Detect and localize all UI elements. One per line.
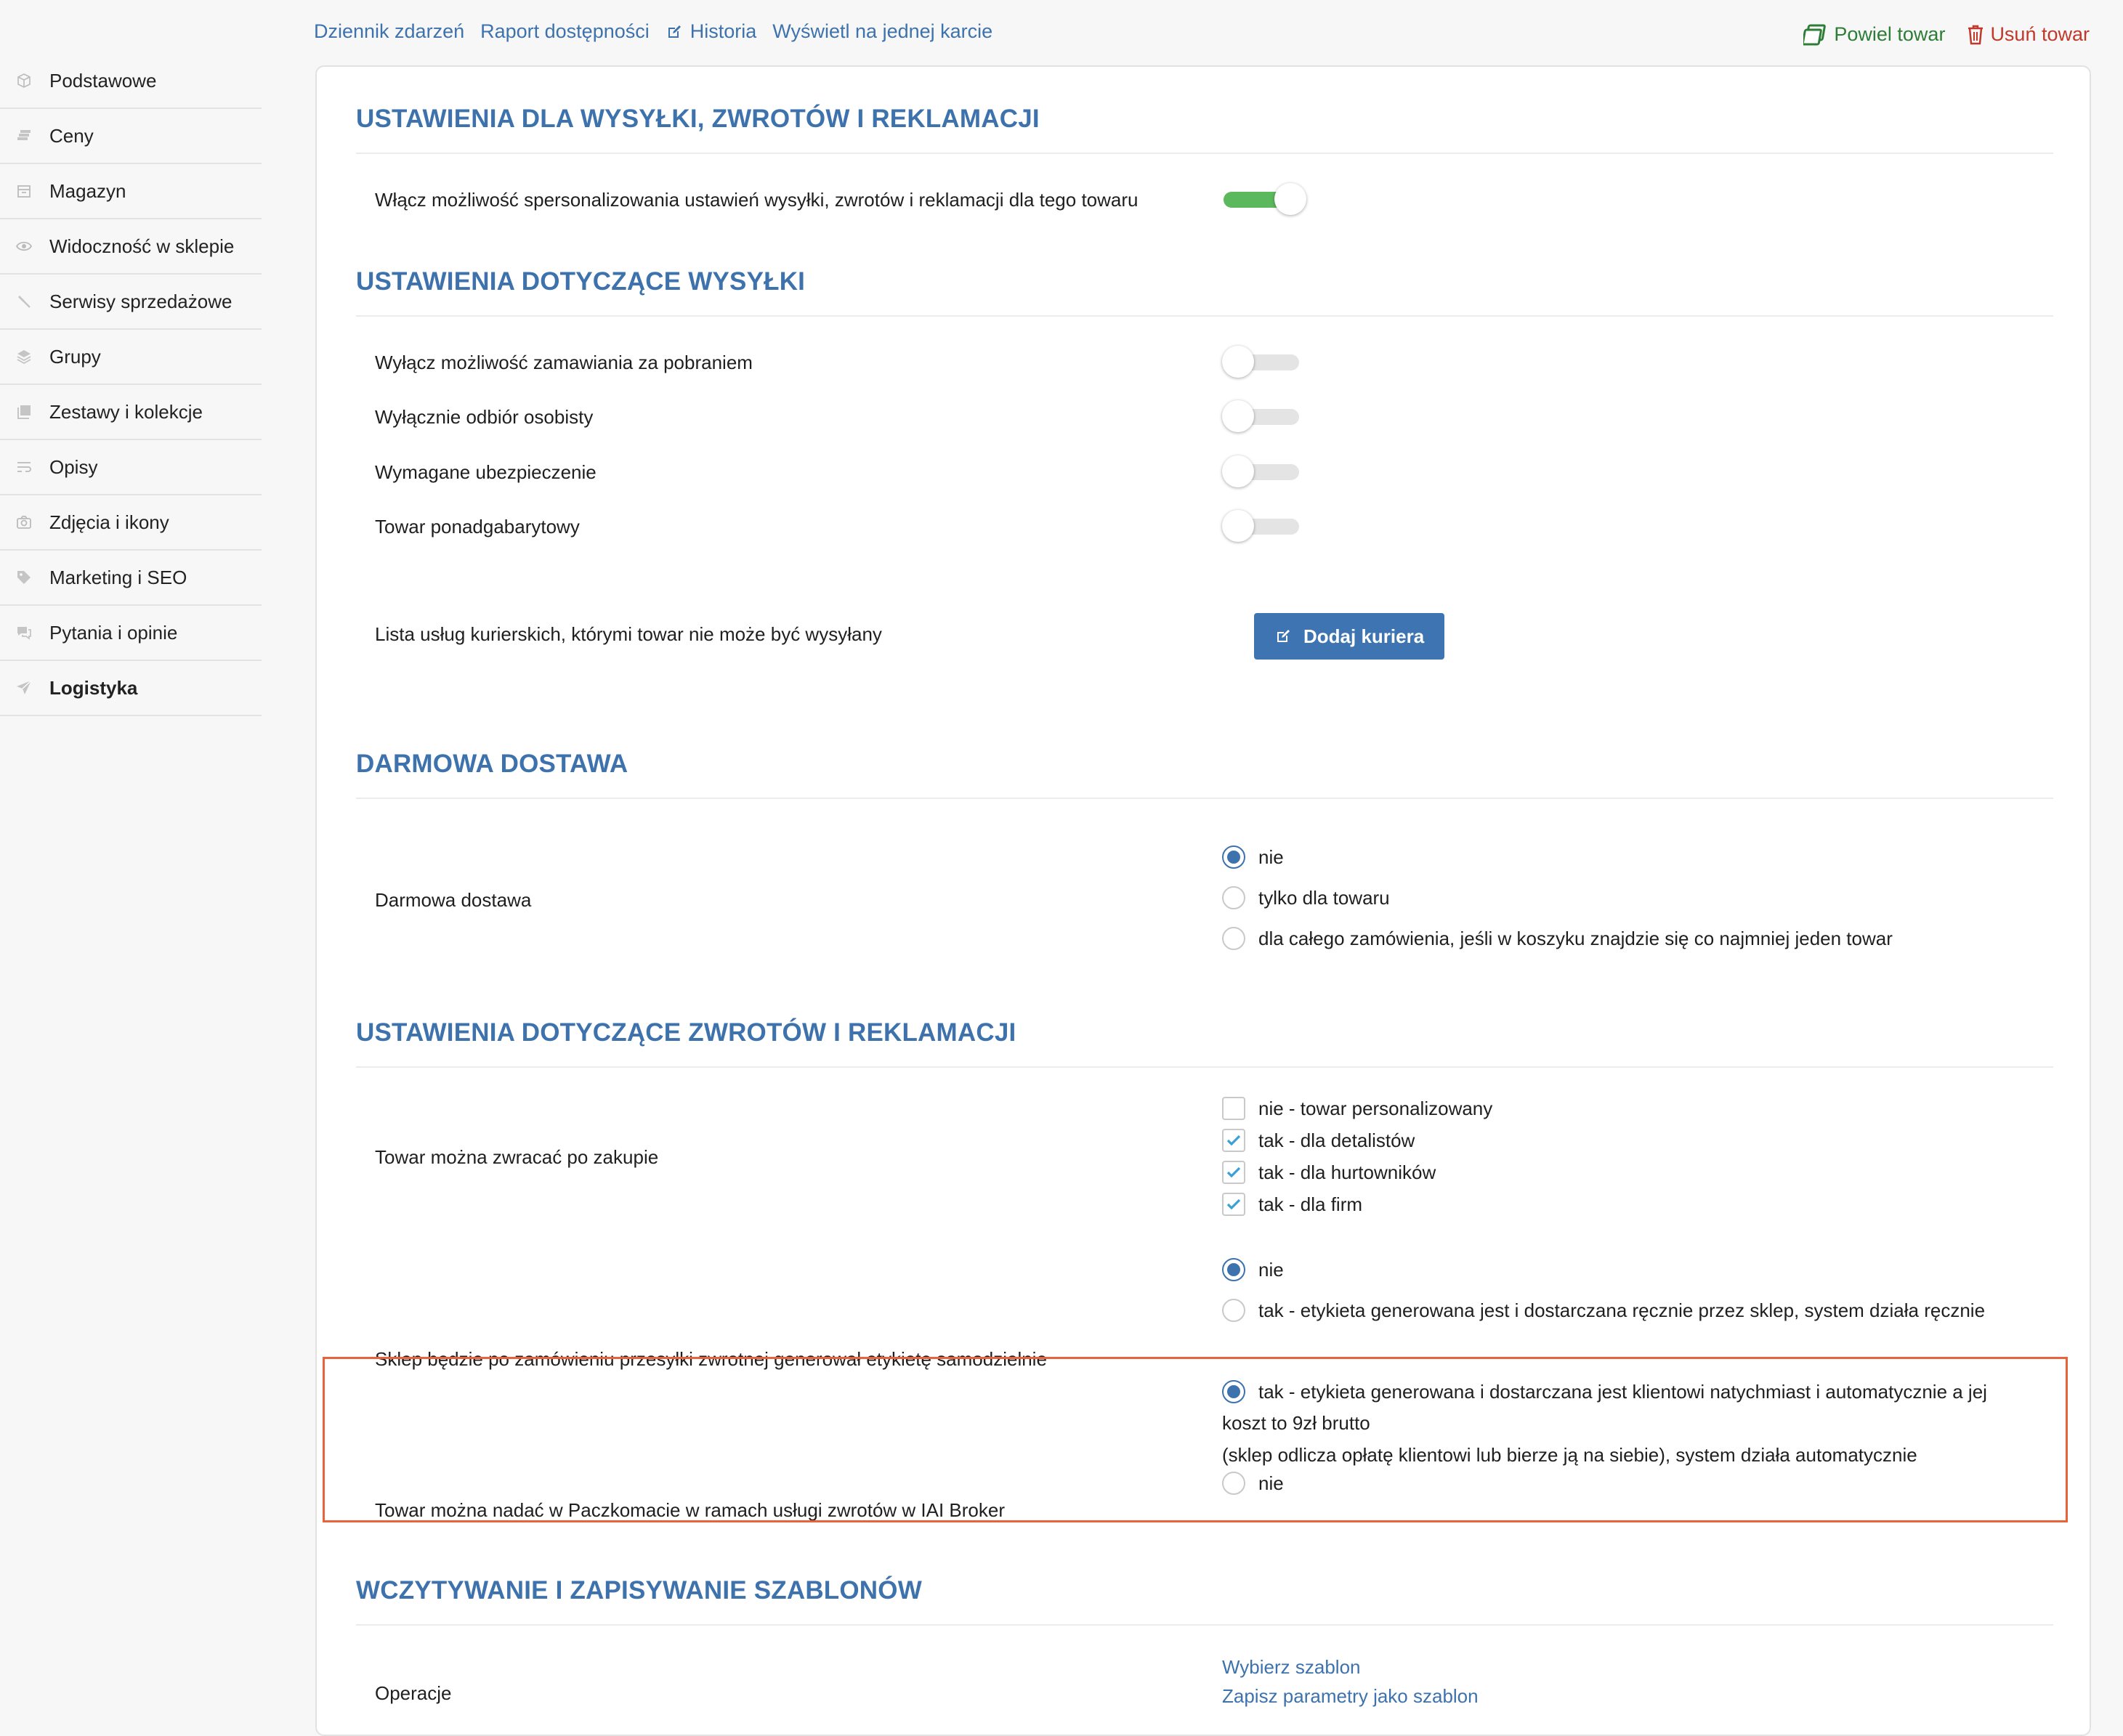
- insurance-label: Wymagane ubezpieczenie: [375, 461, 597, 483]
- sidebar-item-zdjecia[interactable]: [0, 495, 262, 551]
- trash-icon: [1967, 25, 1984, 45]
- comments-icon: [15, 624, 33, 641]
- option-label: dla całego zamówienia, jeśli w koszyku znajdzie się co najmniej jeden towar: [1258, 927, 1893, 949]
- sidebar-item-grupy[interactable]: [0, 330, 262, 385]
- divider: [356, 1066, 2053, 1068]
- section-title-shipping: USTAWIENIA DOTYCZĄCE WYSYŁKI: [356, 267, 806, 296]
- sidebar-item-zestawy[interactable]: [0, 385, 262, 440]
- layers-icon: [15, 348, 33, 365]
- sidebar-item-podstawowe[interactable]: [0, 54, 262, 109]
- sidebar-item-label: Zdjęcia i ikony: [49, 511, 169, 533]
- text-wrap-icon: [15, 458, 33, 476]
- divider: [356, 153, 2053, 154]
- add-courier-button[interactable]: [1254, 613, 1444, 660]
- events-log-link[interactable]: [314, 20, 464, 43]
- paczkomat-option-yes-line3: (sklep odlicza opłatę klientowi lub bierze ją na siebie), system działa automatycznie: [1222, 1444, 1917, 1466]
- choose-template-link[interactable]: Wybierz szablon: [1222, 1656, 1361, 1678]
- option-label: nie: [1258, 1472, 1284, 1494]
- personal-pickup-toggle[interactable]: [1222, 400, 1302, 432]
- label-generation-label: Sklep będzie po zamówieniu przesyłki zwrotnej generował etykietę samodzielnie: [375, 1348, 1047, 1370]
- sidebar-item-serwisy[interactable]: [0, 275, 262, 330]
- clone-product-button[interactable]: [1803, 23, 1945, 46]
- option-label: tak - dla firm: [1258, 1193, 1363, 1215]
- save-template-link[interactable]: Zapisz parametry jako szablon: [1222, 1685, 1479, 1707]
- history-link[interactable]: [666, 20, 757, 43]
- top-actions: [1803, 23, 2090, 46]
- sidebar-item-label: Widoczność w sklepie: [49, 235, 235, 257]
- sidebar-item-label: Logistyka: [49, 676, 138, 699]
- returnable-label: Towar można zwracać po zakupie: [375, 1146, 659, 1168]
- checkbox[interactable]: [1222, 1161, 1245, 1184]
- sidebar-item-label: Podstawowe: [49, 69, 157, 92]
- checkbox[interactable]: [1222, 1129, 1245, 1152]
- add-courier-label: Dodaj kuriera: [1303, 625, 1425, 647]
- events-log-label: Dziennik zdarzeń: [314, 20, 465, 42]
- sidebar-item-opisy[interactable]: [0, 440, 262, 495]
- personal-pickup-label: Wyłącznie odbiór osobisty: [375, 406, 594, 428]
- copy-icon: [1803, 24, 1828, 46]
- divider: [356, 1624, 2053, 1626]
- returnable-option-retail[interactable]: [1222, 1129, 1415, 1152]
- delete-product-label: Usuń towar: [1990, 23, 2090, 45]
- free-delivery-option-product[interactable]: [1222, 886, 1390, 909]
- sidebar-item-pytania[interactable]: [0, 606, 262, 661]
- send-icon: [15, 679, 33, 697]
- radio-button[interactable]: [1222, 845, 1245, 869]
- checkbox[interactable]: [1222, 1097, 1245, 1120]
- camera-icon: [15, 514, 33, 531]
- highlight-box: [323, 1357, 2068, 1522]
- history-label: Historia: [690, 20, 757, 42]
- option-label: tylko dla towaru: [1258, 886, 1390, 909]
- sidebar-item-label: Pytania i opinie: [49, 621, 178, 644]
- sidebar-item-widocznosc[interactable]: [0, 219, 262, 275]
- top-nav: [314, 20, 992, 43]
- check-icon: [1225, 1164, 1242, 1181]
- operations-label: Operacje: [375, 1682, 452, 1704]
- clone-product-label: Powiel towar: [1834, 23, 1946, 45]
- sidebar-item-label: Marketing i SEO: [49, 566, 187, 588]
- sidebar-item-label: Zestawy i kolekcje: [49, 400, 203, 423]
- sidebar-item-marketing[interactable]: [0, 551, 262, 606]
- returnable-option-wholesale[interactable]: [1222, 1161, 1436, 1184]
- oversized-label: Towar ponadgabarytowy: [375, 516, 580, 538]
- personalize-label: Włącz możliwość spersonalizowania ustawień wysyłki, zwrotów i reklamacji dla tego towaru: [375, 189, 1139, 211]
- option-label: nie: [1258, 1258, 1284, 1281]
- single-card-label: Wyświetl na jednej karcie: [772, 20, 993, 42]
- coins-icon: [15, 127, 33, 145]
- radio-button[interactable]: [1222, 1258, 1245, 1281]
- sidebar-item-label: Serwisy sprzedażowe: [49, 290, 232, 312]
- cod-disable-toggle[interactable]: [1222, 346, 1302, 378]
- sidebar-item-magazyn[interactable]: [0, 164, 262, 219]
- sidebar-item-label: Grupy: [49, 345, 101, 368]
- availability-report-label: Raport dostępności: [480, 20, 650, 42]
- free-delivery-option-order[interactable]: [1222, 927, 1893, 950]
- collection-icon: [15, 403, 33, 421]
- divider: [356, 315, 2053, 317]
- oversized-toggle[interactable]: [1222, 510, 1302, 542]
- excluded-couriers-label: Lista usług kurierskich, którymi towar nie może być wysyłany: [375, 623, 882, 645]
- edit-icon: [666, 23, 683, 41]
- sidebar-item-logistyka[interactable]: [0, 661, 262, 716]
- eye-icon: [15, 238, 33, 255]
- radio-button[interactable]: [1222, 927, 1245, 950]
- label-generation-option-manual[interactable]: [1222, 1299, 1985, 1322]
- option-label: nie - towar personalizowany: [1258, 1097, 1493, 1119]
- sidebar-item-label: Ceny: [49, 124, 94, 147]
- availability-report-link[interactable]: [480, 20, 650, 43]
- insurance-toggle[interactable]: [1222, 455, 1302, 487]
- label-generation-option-no[interactable]: [1222, 1258, 1284, 1281]
- checkbox[interactable]: [1222, 1193, 1245, 1216]
- warehouse-icon: [15, 182, 33, 200]
- free-delivery-label: Darmowa dostawa: [375, 889, 532, 911]
- option-label: tak - dla detalistów: [1258, 1129, 1415, 1151]
- section-title-templates: WCZYTYWANIE I ZAPISYWANIE SZABLONÓW: [356, 1576, 922, 1605]
- personalize-toggle[interactable]: [1222, 183, 1302, 215]
- radio-button[interactable]: [1222, 1299, 1245, 1322]
- divider: [356, 798, 2053, 799]
- paczkomat-returns-label: Towar można nadać w Paczkomacie w ramach usługi zwrotów w IAI Broker: [375, 1499, 1005, 1521]
- box-icon: [15, 72, 33, 89]
- option-label: nie: [1258, 845, 1284, 868]
- tag-icon: [15, 569, 33, 586]
- option-label: tak - etykieta generowana jest i dostarczana ręcznie przez sklep, system działa ręcznie: [1258, 1299, 1986, 1321]
- sidebar-item-ceny[interactable]: [0, 109, 262, 164]
- check-icon: [1225, 1132, 1242, 1149]
- single-card-link[interactable]: [772, 20, 992, 43]
- paczkomat-option-yes-line2: koszt to 9zł brutto: [1222, 1412, 1370, 1434]
- section-title-shipping-returns: USTAWIENIA DLA WYSYŁKI, ZWROTÓW I REKLAMACJI: [356, 105, 1040, 133]
- sidebar-item-label: Magazyn: [49, 179, 126, 202]
- option-label: tak - dla hurtowników: [1258, 1161, 1436, 1183]
- check-icon: [1225, 1196, 1242, 1213]
- option-label: tak - etykieta generowana i dostarczana jest klientowi natychmiast i automatycznie a jej: [1258, 1380, 1987, 1403]
- delete-product-button[interactable]: [1967, 23, 2090, 46]
- section-title-free-delivery: DARMOWA DOSTAWA: [356, 750, 628, 778]
- returnable-option-personalized[interactable]: [1222, 1097, 1492, 1120]
- section-title-returns: USTAWIENIA DOTYCZĄCE ZWROTÓW I REKLAMACJI: [356, 1018, 1016, 1047]
- gavel-icon: [15, 293, 33, 310]
- edit-icon: [1274, 628, 1292, 645]
- radio-button[interactable]: [1222, 886, 1245, 909]
- cod-disable-label: Wyłącz możliwość zamawiania za pobraniem: [375, 352, 753, 373]
- sidebar: [0, 54, 262, 716]
- sidebar-item-label: Opisy: [49, 455, 98, 478]
- free-delivery-option-no[interactable]: [1222, 845, 1284, 869]
- returnable-option-business[interactable]: [1222, 1193, 1362, 1216]
